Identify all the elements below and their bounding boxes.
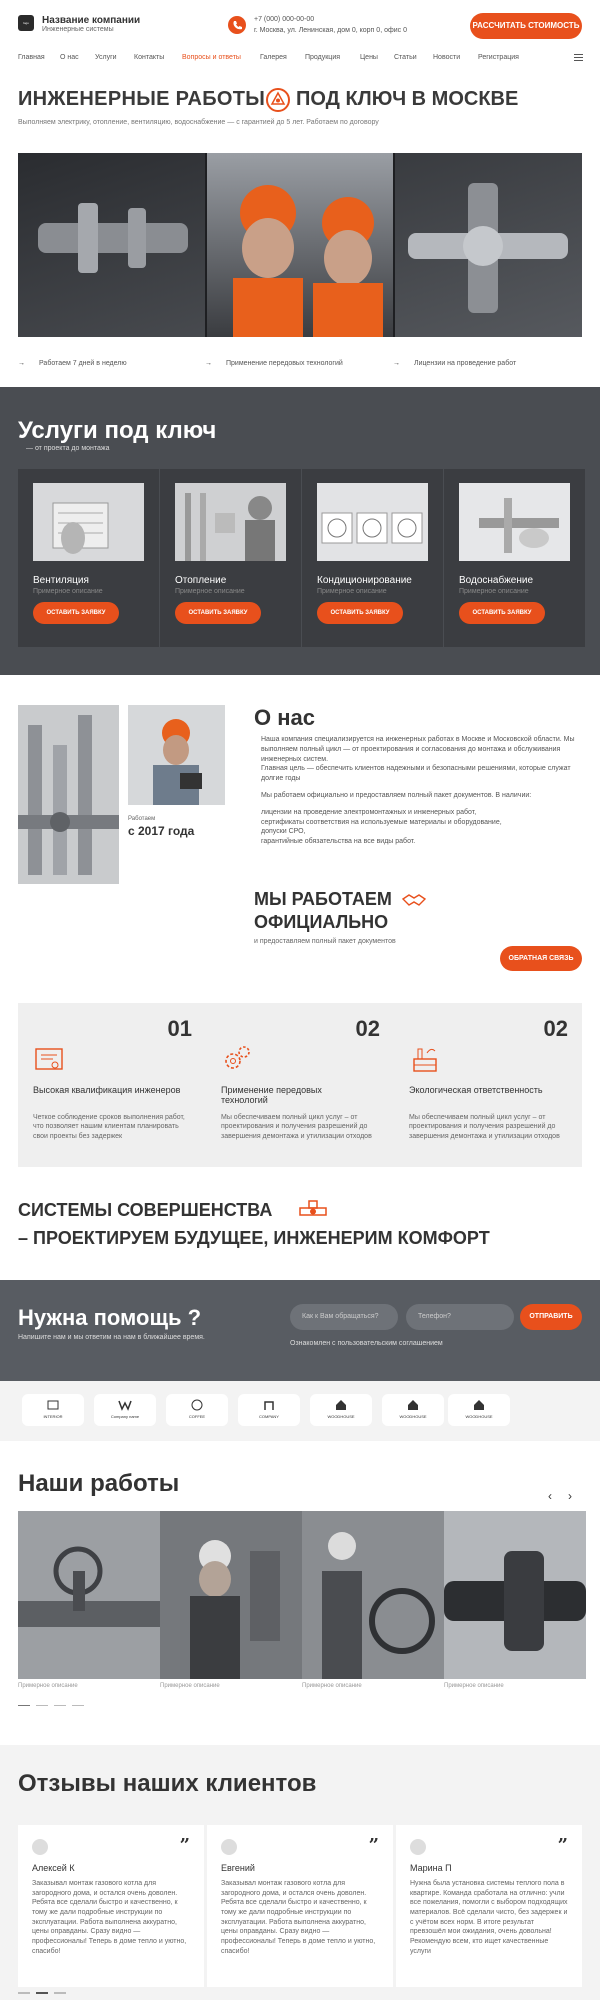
about-paragraph: Наша компания специализируется на инженерных работах в Москве и Московской области. Мы выполняем полный цикл — от проектирования и согласования до монтажа и обслуживания инженерных систем. <box>261 736 575 763</box>
partner-name: WOODHOUSE <box>327 1414 355 1419</box>
advantage-card <box>18 1003 206 1167</box>
feature-label: Работаем 7 дней в неделю <box>39 360 127 367</box>
service-desc: Примерное описание <box>175 588 245 595</box>
official-line: ОФИЦИАЛЬНО <box>254 911 389 932</box>
partner-icon <box>472 1399 486 1411</box>
partner-name: INTERIOR <box>43 1414 63 1419</box>
advantage-number: 01 <box>167 1016 192 1041</box>
valve-icon <box>298 1199 328 1223</box>
service-desc: Примерное описание <box>317 588 387 595</box>
help-form-section <box>0 1280 600 1381</box>
about-list-item: лицензии на проведение электромонтажных и инженерных работ, <box>261 808 477 816</box>
service-name: Водоснабжение <box>459 575 534 586</box>
nav-item-contacts[interactable]: Контакты <box>134 54 165 61</box>
hero-features <box>0 350 600 380</box>
partner-logo <box>166 1394 228 1426</box>
site-header <box>0 0 600 72</box>
partner-icon <box>46 1399 60 1411</box>
slider-dot[interactable] <box>36 1705 48 1706</box>
slider-dot[interactable] <box>54 1705 66 1706</box>
service-name: Вентиляция <box>33 575 89 586</box>
partner-name: COFFEE <box>188 1414 206 1419</box>
advantage-number: 02 <box>355 1016 380 1041</box>
arrow-right-icon: → <box>18 360 25 367</box>
feature-item <box>18 360 127 367</box>
work-image[interactable] <box>302 1511 444 1679</box>
partner-logo <box>382 1394 444 1426</box>
feature-item <box>393 360 516 367</box>
advantage-name: Применение передовых технологий <box>221 1085 322 1106</box>
service-image <box>33 483 144 561</box>
partner-name: COMPANY <box>259 1414 279 1419</box>
advantage-name: Экологическая ответственность <box>409 1085 543 1095</box>
hero-title-part2: ПОД КЛЮЧ В МОСКВЕ <box>296 88 519 110</box>
about-image-pipes <box>18 705 119 884</box>
about-paragraph: Главная цель — обеспечить клиентов надежными и безопасными решениями, которые служат долгие годы <box>261 765 571 783</box>
avatar <box>32 1839 48 1855</box>
phone-number[interactable]: +7 (000) 000-00-00 <box>254 16 315 23</box>
nav-item-registration[interactable]: Регистрация <box>478 54 519 61</box>
since-value: с 2017 года <box>128 824 195 838</box>
review-text: Заказывал монтаж газового котла для загородного дома, и остался очень доволен. Ребята все сделали быстро и качественно, к тому же дали подробные инструкции по эксплуатации. Работа выполнена аккуратно, цены оправданы. Сразу видно — профессионалы! Теперь в доме тепло и уютно, спасибо! <box>32 1880 187 1955</box>
slogan-line-2: – ПРОЕКТИРУЕМ БУДУЩЕЕ, ИНЖЕНЕРИМ КОМФОРТ <box>18 1228 490 1248</box>
reviews-title: Отзывы наших клиентов <box>18 1770 317 1797</box>
work-description: Примерное описание <box>160 1683 220 1689</box>
nav-item-prices[interactable]: Цены <box>360 54 378 61</box>
service-image <box>175 483 286 561</box>
partners-strip <box>0 1381 600 1441</box>
about-list-item: гарантийные обязательства на все виды работ. <box>261 838 416 846</box>
avatar <box>221 1839 237 1855</box>
partner-icon <box>118 1399 132 1411</box>
nav-item-faq[interactable]: Вопросы и ответы <box>182 54 241 61</box>
works-title: Наши работы <box>18 1470 180 1497</box>
help-title: Нужна помощь ? <box>18 1305 202 1330</box>
avatar <box>410 1839 426 1855</box>
nav-item-gallery[interactable]: Галерея <box>260 54 287 61</box>
work-image[interactable] <box>160 1511 302 1679</box>
main-nav <box>18 54 588 66</box>
menu-icon[interactable] <box>574 54 583 62</box>
work-image[interactable] <box>444 1511 586 1679</box>
partner-icon <box>262 1399 276 1411</box>
quote-icon: ” <box>557 1835 568 1856</box>
nav-item-home[interactable]: Главная <box>18 54 45 61</box>
advantage-desc: Мы обеспечиваем полный цикл услуг – от проектирования и получения разрешений до завершения демонтажа и утилизации отходов <box>221 1114 372 1140</box>
service-name: Отопление <box>175 575 227 586</box>
hero-subtitle: Выполняем электрику, отопление, вентиляцию, водоснабжение — с гарантией до 5 лет. Работаем по договору <box>18 119 379 126</box>
service-card-ventilation[interactable] <box>18 469 159 647</box>
services-subtitle: — от проекта до монтажа <box>26 445 110 452</box>
company-name: Название компании <box>42 15 141 26</box>
review-card <box>396 1825 582 1987</box>
advantage-desc: Четкое соблюдение сроков выполнения работ, что позволяет нашим клиентам планировать свои проекты без задержек <box>33 1114 185 1140</box>
feature-label: Лицензии на проведение работ <box>414 360 517 367</box>
consent-text[interactable]: Ознакомлен с пользовательским соглашением <box>290 1340 443 1347</box>
advantage-name: Высокая квалификация инженеров <box>33 1085 181 1095</box>
leave-request-button[interactable]: ОСТАВИТЬ ЗАЯВКУ <box>33 602 119 624</box>
arrow-right-icon: → <box>205 360 212 367</box>
about-list-item: сертификаты соответствия на используемые материалы и оборудование, <box>261 818 502 826</box>
eco-factory-icon <box>409 1043 441 1075</box>
chevron-left-icon[interactable]: ‹ <box>548 1489 552 1503</box>
slogan-line-1: СИСТЕМЫ СОВЕРШЕНСТВА <box>18 1200 273 1220</box>
partner-icon <box>406 1399 420 1411</box>
partner-icon <box>334 1399 348 1411</box>
service-card-heating[interactable] <box>160 469 301 647</box>
advantage-desc: Мы обеспечиваем полный цикл услуг – от проектирования и получения разрешений до завершения демонтажа и утилизации отходов <box>409 1114 560 1140</box>
work-image[interactable] <box>18 1511 160 1679</box>
calculate-cost-button[interactable]: РАССЧИТАТЬ СТОИМОСТЬ <box>470 13 582 39</box>
arrow-right-icon: → <box>393 360 400 367</box>
nav-item-articles[interactable]: Статьи <box>394 54 417 61</box>
partner-logo <box>94 1394 156 1426</box>
services-section <box>0 387 600 675</box>
review-card <box>18 1825 204 1987</box>
leave-request-button[interactable]: ОСТАВИТЬ ЗАЯВКУ <box>175 602 261 624</box>
review-text: Заказывал монтаж газового котла для загородного дома, и остался очень доволен. Ребята все сделали быстро и качественно, к тому же дали подробные инструкции по эксплуатации. Работа выполнена аккуратно, цены оправданы. Сразу видно — профессионалы! Теперь в доме тепло и уютно, спасибо! <box>221 1880 376 1955</box>
company-emblem-icon <box>266 88 290 112</box>
partner-icon <box>190 1399 204 1411</box>
reviewer-name: Алексей К <box>32 1863 75 1873</box>
official-subtitle: и предоставляем полный пакет документов <box>254 938 396 945</box>
partner-name: WOODHOUSE <box>399 1414 427 1419</box>
reviewer-name: Марина П <box>410 1863 452 1873</box>
advantage-card <box>206 1003 394 1167</box>
nav-item-services[interactable]: Услуги <box>95 54 117 61</box>
leave-request-button[interactable]: ОСТАВИТЬ ЗАЯВКУ <box>459 602 545 624</box>
nav-item-news[interactable]: Новости <box>433 54 461 61</box>
review-card <box>207 1825 393 1987</box>
partner-logo <box>310 1394 372 1426</box>
address: г. Москва, ул. Ленинская, дом 0, корп 0, офис 0 <box>254 27 407 34</box>
official-title <box>254 888 427 933</box>
review-text: Нужна была установка системы теплого пола в квартире. Команда сработала на отлично: учли все пожелания, помогли с выбором подходящих материалов. Всё сделали чисто, без задержек и с учётом всех норм. В итоге результат превзошёл мои ожидания, очень довольна! Рекомендую всем, кто ищет качественные услуги <box>410 1880 568 1955</box>
company-subtitle: Инженерные системы <box>42 26 114 33</box>
about-image-engineer <box>128 705 225 805</box>
phone-icon[interactable] <box>228 16 246 34</box>
service-name: Кондиционирование <box>317 575 412 586</box>
reviews-section <box>0 1745 600 2000</box>
handshake-icon <box>401 891 427 909</box>
since-label: Работаем <box>128 816 156 822</box>
logo[interactable]: logo <box>18 15 34 31</box>
advantage-number: 02 <box>543 1016 568 1041</box>
reviews-pagination <box>18 1987 68 1989</box>
partner-logo <box>448 1394 510 1426</box>
phone-input[interactable]: Телефон? <box>406 1304 514 1330</box>
quote-icon: ” <box>368 1835 379 1856</box>
partner-name: WOODHOUSE <box>465 1414 493 1419</box>
slider-dot[interactable] <box>18 1705 30 1706</box>
service-desc: Примерное описание <box>459 588 529 595</box>
about-list-item: допуски СРО, <box>261 828 306 836</box>
leave-request-button[interactable]: ОСТАВИТЬ ЗАЯВКУ <box>317 602 403 624</box>
service-desc: Примерное описание <box>33 588 103 595</box>
reviewer-name: Евгений <box>221 1863 255 1873</box>
nav-item-products[interactable]: Продукция <box>305 54 341 61</box>
gears-icon <box>221 1043 253 1075</box>
slider-dot[interactable] <box>72 1705 84 1706</box>
hero-image <box>18 153 582 337</box>
help-subtitle: Напишите нам и мы ответим на нам в ближайшее время. <box>18 1334 205 1341</box>
work-description: Примерное описание <box>444 1683 504 1689</box>
work-description: Примерное описание <box>302 1683 362 1689</box>
nav-item-about[interactable]: О нас <box>60 54 79 61</box>
work-description: Примерное описание <box>18 1683 78 1689</box>
services-title: Услуги под ключ <box>18 417 217 444</box>
chevron-right-icon[interactable]: › <box>568 1489 572 1503</box>
quote-icon: ” <box>179 1835 190 1856</box>
service-image <box>317 483 428 561</box>
send-button[interactable]: ОТПРАВИТЬ <box>520 1304 582 1330</box>
name-input[interactable]: Как к Вам обращаться? <box>290 1304 398 1330</box>
about-text <box>261 735 581 854</box>
service-image <box>459 483 570 561</box>
about-paragraph: Мы работаем официально и предоставляем полный пакет документов. В наличии: <box>261 791 532 799</box>
service-card-water-supply[interactable] <box>444 469 585 647</box>
partner-name: Company name <box>110 1414 140 1419</box>
feature-item <box>205 360 343 367</box>
feature-label: Применение передовых технологий <box>226 360 343 367</box>
partner-logo <box>238 1394 300 1426</box>
service-card-conditioning[interactable] <box>302 469 443 647</box>
feedback-button[interactable]: ОБРАТНАЯ СВЯЗЬ <box>500 946 582 971</box>
official-line: МЫ РАБОТАЕМ <box>254 889 392 909</box>
hero-title-part1: ИНЖЕНЕРНЫЕ РАБОТЫ <box>18 88 266 110</box>
about-title: О нас <box>254 705 315 730</box>
partner-logo <box>22 1394 84 1426</box>
certificate-icon <box>33 1043 65 1075</box>
advantage-card <box>394 1003 582 1167</box>
